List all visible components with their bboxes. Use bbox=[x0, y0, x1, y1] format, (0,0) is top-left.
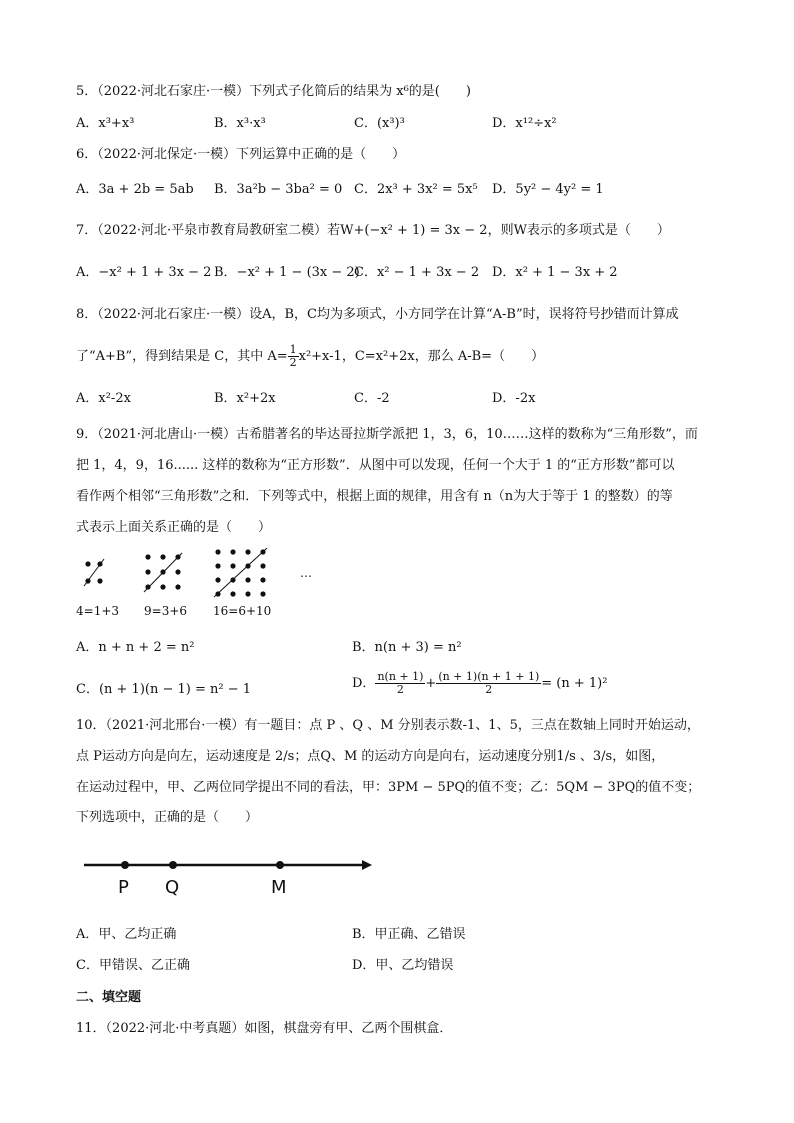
arrow-right-icon bbox=[362, 860, 372, 870]
q9-d-frac2-num: (n + 1)(n + 1 + 1) bbox=[438, 670, 540, 683]
q10-line4: 下列选项中，正确的是（ ） bbox=[76, 810, 259, 825]
q9-dot-figures bbox=[76, 548, 336, 598]
q5-option-a: A．x³+x³ bbox=[76, 116, 135, 131]
section-title-fill-in: 二、填空题 bbox=[76, 990, 142, 1005]
label-m: M bbox=[271, 877, 287, 898]
q9-d-plus: + bbox=[425, 676, 437, 691]
q8-option-a: A．x²-2x bbox=[76, 391, 131, 406]
q7-stem: 7．（2022·河北·平泉市教育局教研室二模）若W+(−x² + 1) = 3x − 2，则W表示的多项式是（ ） bbox=[76, 223, 670, 238]
q8-line2 bbox=[76, 344, 544, 369]
q9-caption-9: 9=3+6 bbox=[144, 604, 188, 618]
q9-ellipsis: … bbox=[300, 566, 312, 580]
q8-option-c: C．-2 bbox=[354, 391, 390, 406]
q6-stem: 6．（2022·河北保定·一模）下列运算中正确的是（ ） bbox=[76, 147, 406, 162]
q7-option-c: C．x² − 1 + 3x − 2 bbox=[354, 265, 480, 280]
q9-option-d bbox=[352, 671, 607, 696]
q10-option-a: A．甲、乙均正确 bbox=[76, 927, 177, 942]
q9-line4: 式表示上面关系正确的是（ ） bbox=[76, 520, 272, 535]
q9-option-a: A．n + n + 2 = n² bbox=[76, 640, 195, 655]
q10-option-d: D．甲、乙均错误 bbox=[352, 958, 454, 973]
q8-line2-pre: 了“A+B”，得到结果是 C，其中 A= bbox=[76, 349, 288, 364]
q8-frac-den: 2 bbox=[289, 356, 297, 369]
q11-stem: 11．（2022·河北·中考真题）如图，棋盘旁有甲、乙两个围棋盒． bbox=[76, 1021, 453, 1036]
q7-option-a: A．−x² + 1 + 3x − 2 bbox=[76, 265, 212, 280]
q10-line1: 10．（2021·河北邢台·一模）有一题目：点 P 、Q 、M 分别表示数-1、1、5，三点在数轴上同时开始运动， bbox=[76, 718, 700, 733]
point-m bbox=[276, 861, 284, 869]
q9-d-frac1-num: n(n + 1) bbox=[377, 670, 424, 683]
q9-line3: 看作两个相邻“三角形数”之和．下列等式中，根据上面的规律，用含有 n（n为大于等于 1 的整数）的等 bbox=[76, 489, 673, 504]
q8-frac-num: 1 bbox=[289, 343, 297, 356]
q6-option-a: A．3a + 2b = 5ab bbox=[76, 182, 194, 197]
q5-stem: 5．（2022·河北石家庄·一模）下列式子化简后的结果为 x⁶的是( ) bbox=[76, 84, 471, 99]
q10-option-b: B．甲正确、乙错误 bbox=[352, 927, 466, 942]
q10-line3: 在运动过程中，甲、乙两位同学提出不同的看法，甲：3PM − 5PQ的值不变；乙：5QM − 3PQ的值不变； bbox=[76, 780, 701, 795]
q9-d-rhs: = (n + 1)² bbox=[541, 676, 608, 691]
q9-d-frac1-den: 2 bbox=[396, 683, 404, 696]
q5-option-b: B．x³·x³ bbox=[214, 116, 266, 131]
q9-option-c: C．(n + 1)(n − 1) = n² − 1 bbox=[76, 682, 252, 697]
figure-9-dots bbox=[144, 553, 182, 592]
q9-d-frac2-den: 2 bbox=[485, 683, 493, 696]
q10-line2: 点 P运动方向是向左，运动速度是 2/s；点Q、M 的运动方向是向右，运动速度分别1/s 、3/s，如图， bbox=[76, 749, 665, 764]
q9-option-d-label: D． bbox=[352, 676, 376, 691]
q9-caption-16: 16=6+10 bbox=[213, 604, 272, 618]
q5-option-c: C．(x³)³ bbox=[354, 116, 405, 131]
q8-option-b: B．x²+2x bbox=[214, 391, 276, 406]
q9-d-fraction-1 bbox=[375, 671, 425, 696]
q5-option-d: D．x¹²÷x² bbox=[492, 116, 557, 131]
point-q bbox=[169, 861, 177, 869]
figure-4-dots bbox=[84, 559, 104, 586]
q8-option-d: D．-2x bbox=[492, 391, 536, 406]
q7-option-d: D．x² + 1 − 3x + 2 bbox=[492, 265, 618, 280]
q9-line1: 9．（2021·河北唐山·一模）古希腊著名的毕达哥拉斯学派把 1，3，6，10……这样的数称为“三角形数”，而 bbox=[76, 427, 698, 442]
q9-option-b: B．n(n + 3) = n² bbox=[352, 640, 462, 655]
point-p bbox=[121, 861, 129, 869]
q6-option-b: B．3a²b − 3ba² = 0 bbox=[214, 182, 343, 197]
q7-option-b: B．−x² + 1 − (3x − 2) bbox=[214, 265, 360, 280]
q10-option-c: C．甲错误、乙正确 bbox=[76, 958, 190, 973]
q9-caption-4: 4=1+3 bbox=[76, 604, 120, 618]
q8-stem: 8．（2022·河北石家庄·一模）设A，B，C均为多项式，小方同学在计算“A-B”时，误将符号抄错而计算成 bbox=[76, 307, 679, 322]
label-q: Q bbox=[165, 877, 180, 898]
q8-line2-post: x²+x-1，C=x²+2x，那么 A-B=（ ） bbox=[298, 349, 545, 364]
q9-d-fraction-2 bbox=[436, 671, 541, 696]
q6-option-c: C．2x³ + 3x² = 5x⁵ bbox=[354, 182, 478, 197]
q9-line2: 把 1，4，9，16...... 这样的数称为“正方形数”．从图中可以发现，任何一个大于 1 的“正方形数”都可以 bbox=[76, 458, 675, 473]
q8-fraction bbox=[288, 344, 299, 369]
label-p: P bbox=[118, 877, 129, 898]
figure-16-dots bbox=[214, 548, 267, 597]
q6-option-d: D．5y² − 4y² = 1 bbox=[492, 182, 604, 197]
